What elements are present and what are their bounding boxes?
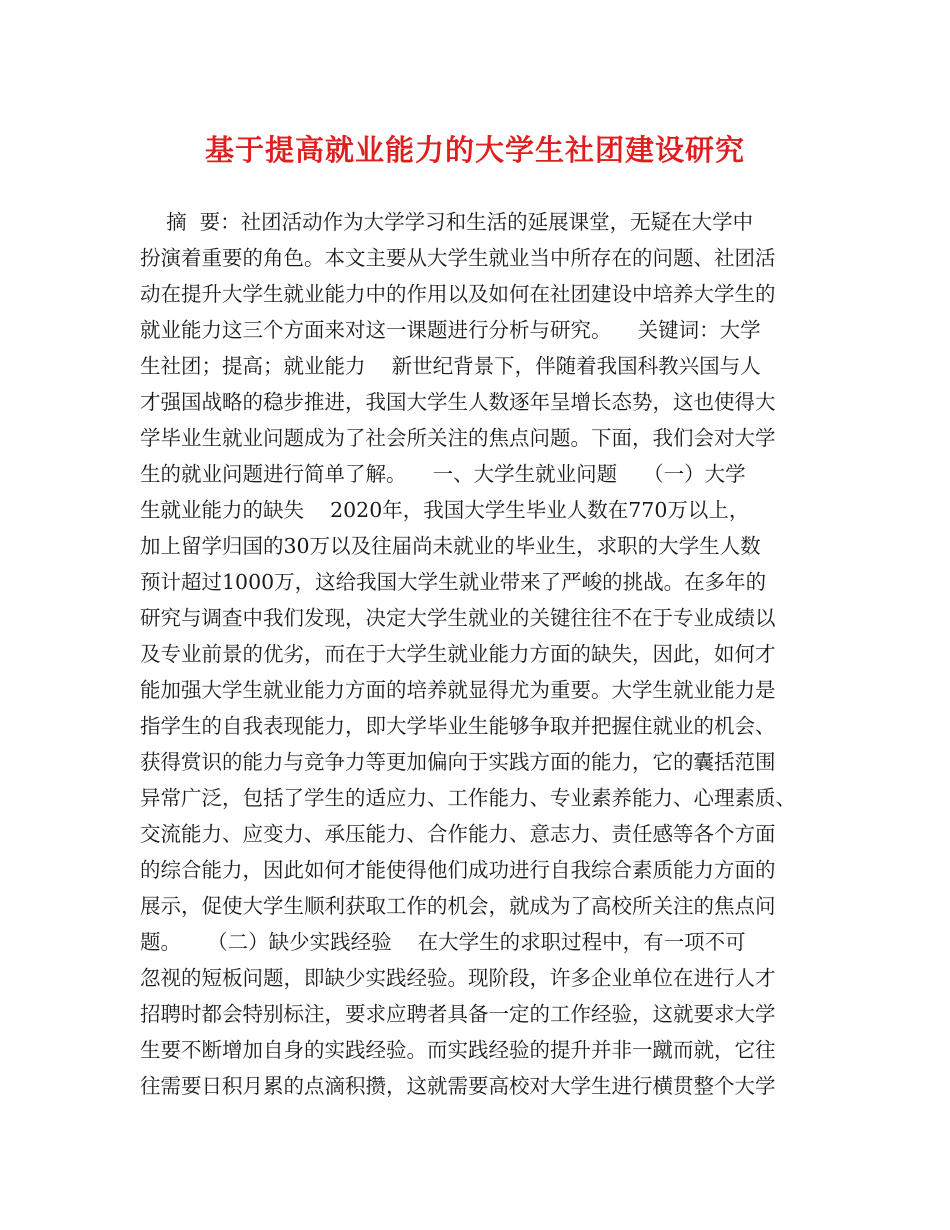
body-line: 动在提升大学生就业能力中的作用以及如何在社团建设中培养大学生的 bbox=[140, 282, 776, 306]
body-line: 才强国战略的稳步推进，我国大学生人数逐年呈增长态势，这也使得大 bbox=[140, 390, 776, 414]
body-line: 扮演着重要的角色。本文主要从大学生就业当中所存在的问题、社团活 bbox=[140, 246, 776, 270]
body-line: 及专业前景的优劣，而在于大学生就业能力方面的缺失，因此，如何才 bbox=[140, 642, 776, 666]
document-body bbox=[140, 204, 820, 1104]
body-line: 学毕业生就业问题成为了社会所关注的焦点问题。下面，我们会对大学 bbox=[140, 426, 776, 450]
body-line: 就业能力这三个方面来对这一课题进行分析与研究。 关键词：大学 bbox=[140, 318, 761, 342]
document-title: 基于提高就业能力的大学生社团建设研究 bbox=[204, 133, 745, 167]
body-line: 生要不断增加自身的实践经验。而实践经验的提升并非一蹴而就，它往 bbox=[140, 1038, 776, 1062]
body-line: 指学生的自我表现能力，即大学毕业生能够争取并把握住就业的机会、 bbox=[140, 714, 776, 738]
body-line: 的综合能力，因此如何才能使得他们成功进行自我综合素质能力方面的 bbox=[140, 858, 776, 882]
body-line: 生就业能力的缺失 2020年，我国大学生毕业人数在770万以上， bbox=[140, 498, 750, 522]
body-line: 展示，促使大学生顺利获取工作的机会，就成为了高校所关注的焦点问 bbox=[140, 894, 776, 918]
body-line: 交流能力、应变力、承压能力、合作能力、意志力、责任感等各个方面 bbox=[140, 822, 776, 846]
body-line: 生社团；提高；就业能力 新世纪背景下，伴随着我国科教兴国与人 bbox=[140, 354, 761, 378]
body-line: 能加强大学生就业能力方面的培养就显得尤为重要。大学生就业能力是 bbox=[140, 678, 776, 702]
body-line: 摘 要：社团活动作为大学学习和生活的延展课堂，无疑在大学中 bbox=[140, 210, 754, 234]
body-line: 题。 （二）缺少实践经验 在大学生的求职过程中，有一项不可 bbox=[140, 930, 746, 954]
body-line: 加上留学归国的30万以及往届尚未就业的毕业生，求职的大学生人数 bbox=[140, 534, 761, 558]
body-line: 获得赏识的能力与竞争力等更加偏向于实践方面的能力，它的囊括范围 bbox=[140, 750, 776, 774]
body-line: 招聘时都会特别标注，要求应聘者具备一定的工作经验，这就要求大学 bbox=[140, 1002, 776, 1026]
body-line: 预计超过1000万，这给我国大学生就业带来了严峻的挑战。在多年的 bbox=[140, 570, 767, 594]
body-line: 往需要日积月累的点滴积攒，这就需要高校对大学生进行横贯整个大学 bbox=[140, 1074, 776, 1098]
body-line: 异常广泛，包括了学生的适应力、工作能力、专业素养能力、心理素质、 bbox=[140, 786, 796, 810]
body-line: 研究与调查中我们发现，决定大学生就业的关键往往不在于专业成绩以 bbox=[140, 606, 776, 630]
body-line: 生的就业问题进行简单了解。 一、大学生就业问题 （一）大学 bbox=[140, 462, 746, 486]
body-line: 忽视的短板问题，即缺少实践经验。现阶段，许多企业单位在进行人才 bbox=[140, 966, 776, 990]
